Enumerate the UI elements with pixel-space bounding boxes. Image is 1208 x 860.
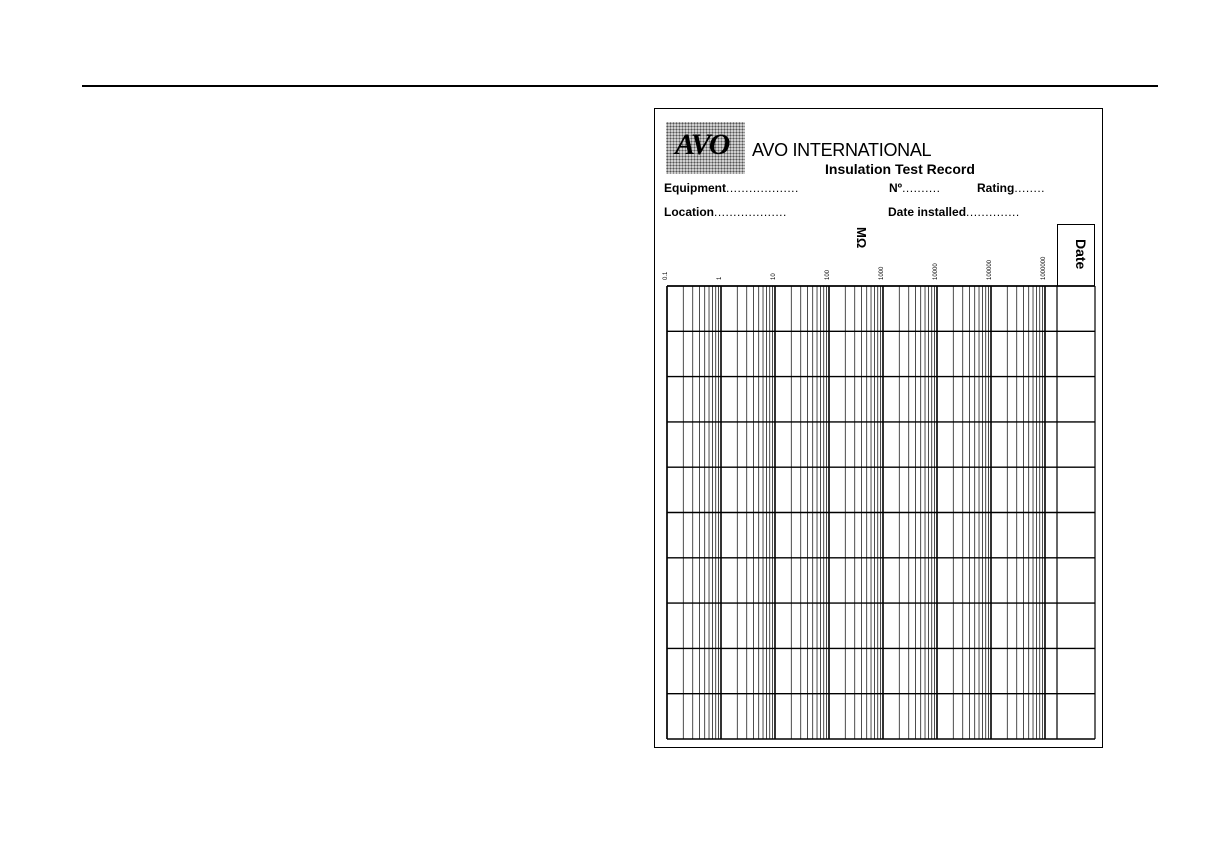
insulation-test-record-card <box>654 108 1103 748</box>
date-header-label: Date <box>1073 239 1089 270</box>
company-name: AVO INTERNATIONAL <box>752 140 932 160</box>
axis-tick-label: 10 <box>771 273 777 280</box>
axis-tick-label: 100000 <box>987 259 993 280</box>
number-field[interactable]: Nº.......... <box>889 181 941 195</box>
axis-tick-label: 10000 <box>933 263 939 280</box>
date-installed-field[interactable]: Date installed.............. <box>888 205 1020 219</box>
page-top-rule <box>82 85 1158 87</box>
rating-field[interactable]: Rating........ <box>977 181 1046 195</box>
location-field[interactable]: Location................... <box>664 205 787 219</box>
equipment-field[interactable]: Equipment................... <box>664 181 799 195</box>
axis-tick-label: 0.1 <box>663 271 669 280</box>
megohm-unit-label: MΩ <box>854 227 869 249</box>
axis-tick-label: 1000 <box>879 266 885 280</box>
axis-tick-label: 1000000 <box>1041 256 1047 280</box>
axis-tick-label: 1 <box>717 276 723 280</box>
log-scale-grid <box>655 109 1102 747</box>
logo-text: AVO <box>675 128 729 161</box>
form-title: Insulation Test Record <box>825 161 975 177</box>
axis-tick-label: 100 <box>825 269 831 280</box>
